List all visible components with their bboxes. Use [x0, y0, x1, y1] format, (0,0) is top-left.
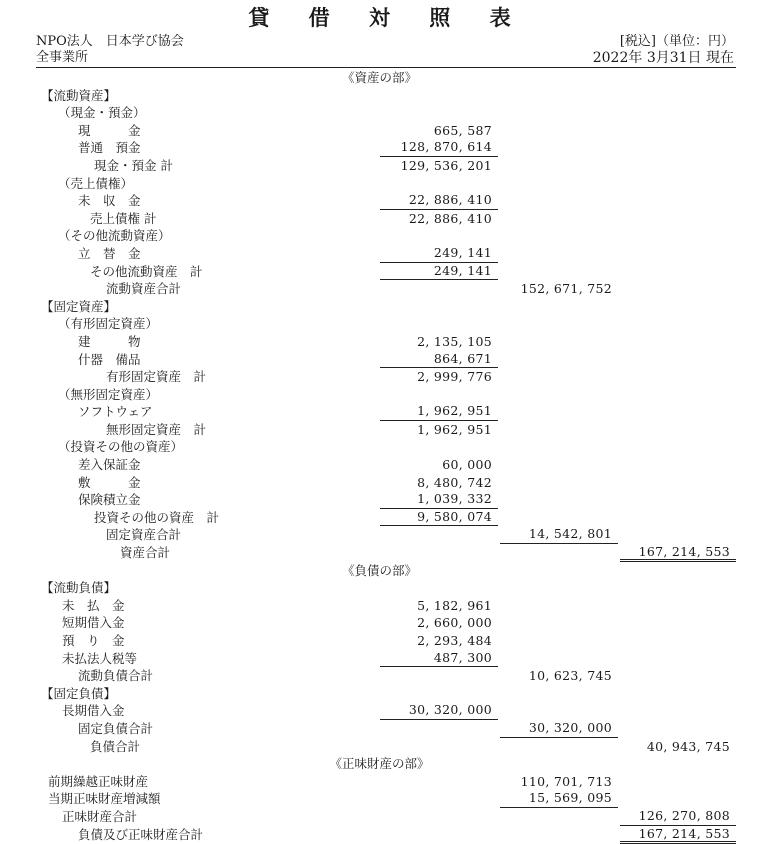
amount-value: 128, 870, 614: [380, 139, 498, 157]
amount-value: 10, 623, 745: [528, 668, 612, 684]
amount-value: 1, 962, 951: [417, 421, 492, 437]
table-row: [0, 263, 759, 281]
account-label: 【流動資産】: [41, 87, 117, 103]
table-row: [0, 474, 759, 492]
amount-value: 40, 943, 745: [646, 738, 730, 754]
account-label: 【固定資産】: [41, 298, 117, 314]
account-label: 投資その他の資産 計: [94, 509, 220, 525]
amount-value: 110, 701, 713: [520, 773, 612, 789]
table-row: [0, 597, 759, 615]
table-row: [0, 826, 759, 844]
amount-value: 665, 587: [433, 122, 492, 138]
account-label: 流動資産合計: [106, 281, 182, 297]
account-label: 差入保証金: [78, 457, 141, 473]
amount-value: 9, 580, 074: [380, 509, 498, 527]
amount-value: 167, 214, 553: [620, 544, 736, 562]
table-row: [0, 526, 759, 544]
table-row: [0, 790, 759, 808]
table-row: [0, 175, 759, 193]
table-row: [0, 421, 759, 439]
amount-value: 249, 141: [380, 245, 498, 263]
table-row: [0, 456, 759, 474]
table-row: [0, 210, 759, 228]
account-label: 現 金: [78, 122, 141, 138]
table-row: [0, 491, 759, 509]
amount-value: 22, 886, 410: [380, 192, 498, 210]
account-label: 建 物: [78, 333, 141, 349]
amount-value: 126, 270, 808: [620, 808, 736, 826]
organization-name: NPO法人 日本学び協会: [36, 34, 184, 49]
amount-value: 15, 569, 095: [500, 790, 618, 808]
division-name: 全事業所: [36, 50, 89, 65]
table-row: [0, 650, 759, 668]
table-row: [0, 122, 759, 140]
table-row: [0, 614, 759, 632]
table-row: [0, 315, 759, 333]
account-label: 【固定負債】: [41, 685, 117, 701]
section-heading: 《負債の部》: [341, 562, 417, 578]
account-label: 保険積立金: [78, 492, 141, 508]
table-row: [0, 685, 759, 703]
table-row: [0, 403, 759, 421]
account-label: 無形固定資産 計: [106, 421, 207, 437]
account-label: 資産合計: [120, 545, 171, 561]
amount-value: 1, 039, 332: [380, 491, 498, 509]
amount-value: 60, 000: [442, 457, 492, 473]
amount-value: 167, 214, 553: [620, 826, 736, 844]
amount-value: 8, 480, 742: [417, 474, 492, 490]
section-heading: 《正味財産の部》: [329, 756, 430, 772]
table-row: [0, 280, 759, 298]
amount-value: 22, 886, 410: [408, 210, 492, 226]
table-row: [0, 773, 759, 791]
amount-value: 129, 536, 201: [400, 157, 492, 173]
amount-value: 249, 141: [380, 263, 498, 281]
as-of-date: 2022年 3月31日 現在: [592, 50, 734, 66]
account-label: その他流動資産 計: [90, 263, 203, 279]
table-row: [0, 157, 759, 175]
header-rule: [36, 67, 736, 68]
document-title: 貸 借 対 照 表: [248, 6, 527, 30]
tax-unit-note: [税込]（単位：円）: [619, 34, 734, 49]
account-label: 負債合計: [90, 738, 141, 754]
account-label: （投資その他の資産）: [58, 439, 184, 455]
table-row: [0, 386, 759, 404]
balance-sheet-table: [0, 69, 759, 843]
amount-value: 30, 320, 000: [380, 702, 498, 720]
account-label: 当期正味財産増減額: [48, 791, 161, 807]
account-label: 未 収 金: [78, 193, 141, 209]
account-label: 敷 金: [78, 474, 141, 490]
account-label: 固定資産合計: [106, 527, 182, 543]
amount-value: 14, 542, 801: [500, 526, 618, 544]
amount-value: 2, 660, 000: [417, 615, 492, 631]
amount-value: 864, 671: [380, 351, 498, 369]
table-row: [0, 192, 759, 210]
table-row: [0, 632, 759, 650]
section-heading-row: [0, 69, 759, 87]
table-row: [0, 720, 759, 738]
table-row: [0, 579, 759, 597]
table-row: [0, 227, 759, 245]
amount-value: 30, 320, 000: [500, 720, 618, 738]
account-label: （売上債権）: [58, 175, 134, 191]
table-row: [0, 438, 759, 456]
amount-value: 1, 962, 951: [380, 403, 498, 421]
account-label: 未 払 金: [62, 597, 125, 613]
section-heading-row: [0, 755, 759, 773]
account-label: 流動負債合計: [78, 668, 154, 684]
table-row: [0, 368, 759, 386]
account-label: 預 り 金: [62, 633, 125, 648]
account-label: 有形固定資産 計: [106, 369, 207, 385]
section-heading-row: [0, 562, 759, 580]
table-row: [0, 351, 759, 369]
section-heading: 《資産の部》: [341, 70, 417, 85]
account-label: 長期借入金: [62, 703, 125, 719]
table-row: [0, 298, 759, 316]
account-label: 負債及び正味財産合計: [78, 826, 204, 842]
amount-value: 2, 999, 776: [417, 369, 492, 385]
account-label: 立 替 金: [78, 245, 141, 261]
account-label: 前期繰越正味財産: [48, 773, 149, 789]
account-label: 売上債権 計: [90, 210, 157, 226]
table-row: [0, 139, 759, 157]
account-label: 正味財産合計: [62, 808, 138, 824]
table-row: [0, 544, 759, 562]
account-label: 短期借入金: [62, 615, 125, 631]
account-label: （現金・預金）: [58, 105, 146, 121]
table-row: [0, 738, 759, 756]
amount-value: 2, 135, 105: [417, 333, 492, 349]
table-row: [0, 667, 759, 685]
account-label: 普通 預金: [78, 140, 141, 156]
table-row: [0, 104, 759, 122]
account-label: 【流動負債】: [41, 580, 117, 596]
table-row: [0, 509, 759, 527]
account-label: （有形固定資産）: [58, 316, 159, 332]
table-row: [0, 808, 759, 826]
amount-value: 2, 293, 484: [417, 633, 492, 648]
table-row: [0, 245, 759, 263]
account-label: 未払法人税等: [62, 650, 138, 666]
amount-value: 487, 300: [380, 650, 498, 668]
account-label: 固定負債合計: [78, 720, 154, 736]
amount-value: 5, 182, 961: [417, 597, 492, 613]
account-label: 什器 備品: [78, 351, 141, 367]
account-label: ソフトウェア: [78, 404, 153, 420]
account-label: 現金・預金 計: [94, 157, 173, 173]
table-row: [0, 87, 759, 105]
table-row: [0, 333, 759, 351]
account-label: （無形固定資産）: [58, 386, 159, 402]
account-label: （その他流動資産）: [58, 228, 171, 244]
table-row: [0, 702, 759, 720]
amount-value: 152, 671, 752: [520, 281, 612, 297]
